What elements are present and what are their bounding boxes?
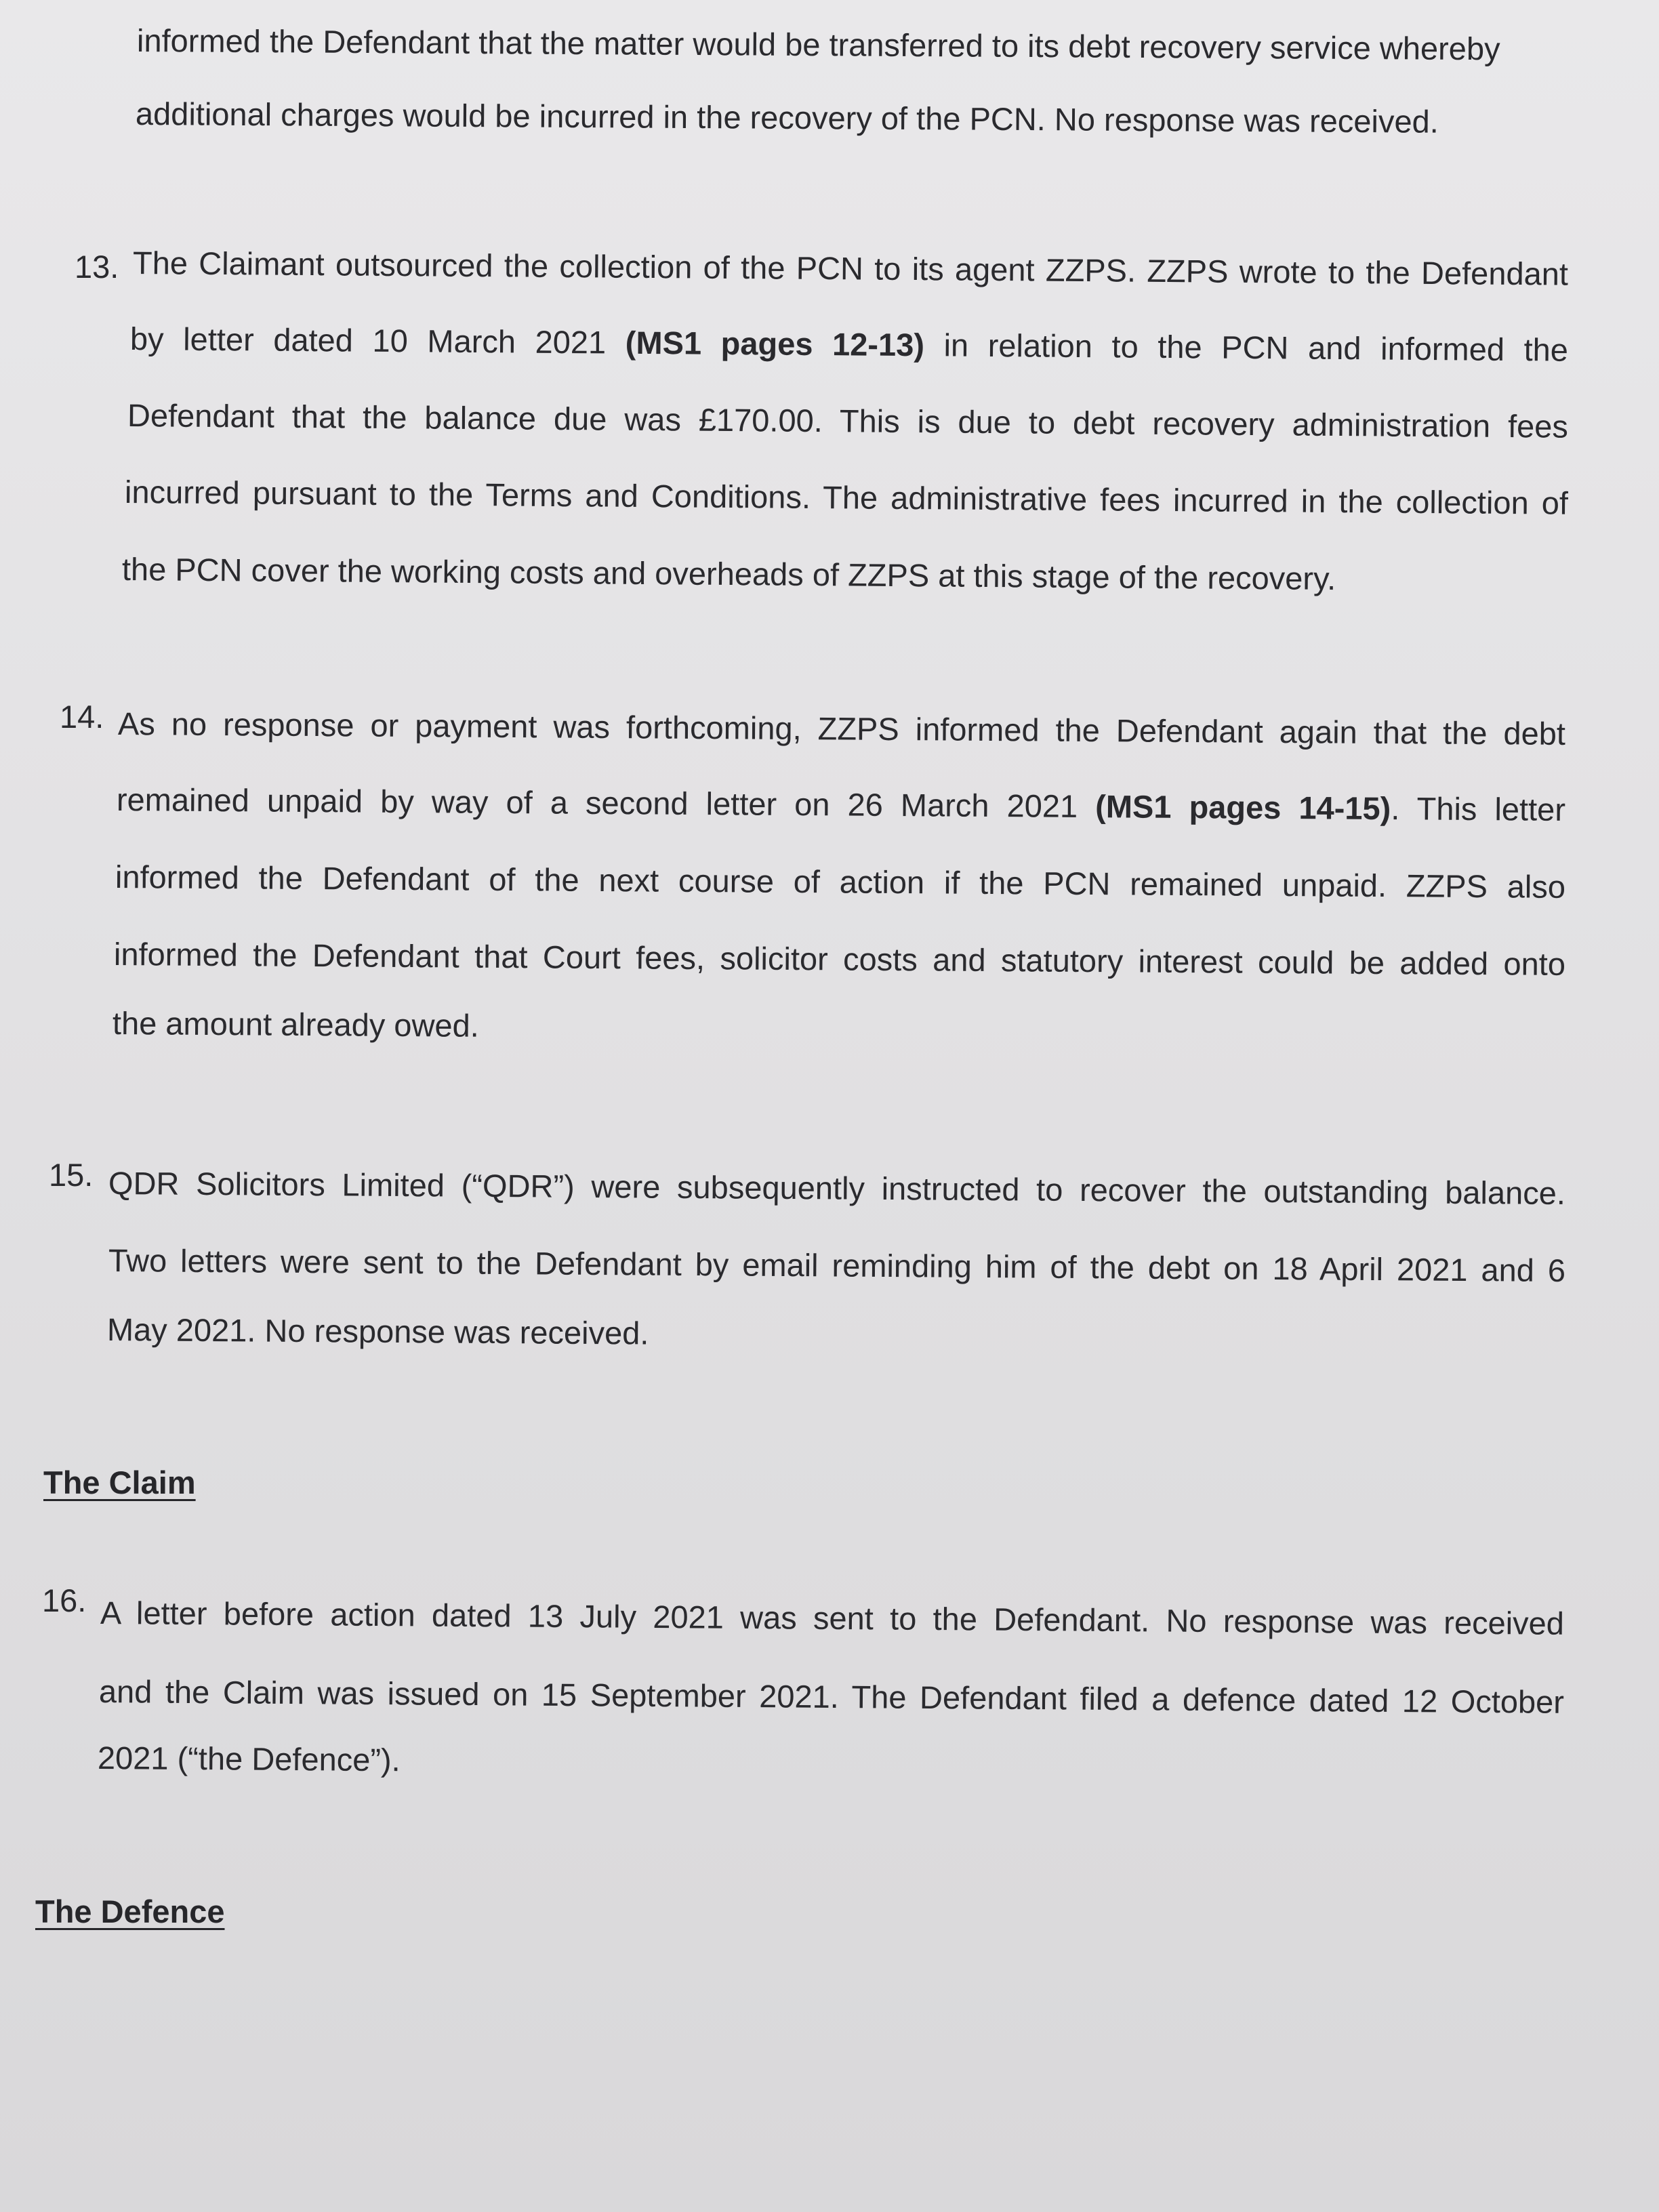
paragraph-number: 16. bbox=[42, 1582, 87, 1618]
text-line: As no response or payment was forthcoming, ZZPS informed the Defendant again that the debt bbox=[117, 705, 1566, 752]
section-heading-defence: The Defence bbox=[35, 1893, 225, 1929]
text-line: Defendant that the balance due was £170.00. This is due to debt recovery administration fees bbox=[127, 397, 1569, 445]
text-line: the PCN cover the working costs and overheads of ZZPS at this stage of the recovery. bbox=[121, 551, 1336, 597]
text-line: informed the Defendant that the matter would be transferred to its debt recovery service whereby bbox=[136, 22, 1500, 67]
text-line: May 2021. No response was received. bbox=[106, 1311, 649, 1351]
text-line: informed the Defendant that Court fees, solicitor costs and statutory interest could be added onto bbox=[113, 936, 1566, 982]
text-line: informed the Defendant of the next course of action if the PCN remained unpaid. ZZPS also bbox=[115, 859, 1566, 905]
text-line: remained unpaid by way of a second letter on 26 March 2021 (MS1 pages 14-15). This letter bbox=[116, 781, 1566, 827]
text-line: by letter dated 10 March 2021 (MS1 pages 12-13) in relation to the PCN and informed the bbox=[129, 321, 1569, 368]
text-line: A letter before action dated 13 July 2021 was sent to the Defendant. No response was received bbox=[100, 1595, 1565, 1641]
text-line: the amount already owed. bbox=[112, 1005, 480, 1044]
text-line: Two letters were sent to the Defendant by email reminding him of the debt on 18 April 2021 and 6 bbox=[108, 1242, 1566, 1289]
exhibit-reference: (MS1 pages 12-13) bbox=[625, 324, 925, 363]
exhibit-reference: (MS1 pages 14-15) bbox=[1095, 788, 1391, 827]
paragraph-number: 14. bbox=[60, 699, 104, 735]
text-line: QDR Solicitors Limited (“QDR”) were subsequently instructed to recover the outstanding balance. bbox=[108, 1165, 1566, 1212]
section-heading-claim: The Claim bbox=[43, 1465, 196, 1500]
text-line: incurred pursuant to the Terms and Conditions. The administrative fees incurred in the collection of bbox=[124, 474, 1569, 521]
text-line: 2021 (“the Defence”). bbox=[97, 1740, 401, 1778]
text-line: and the Claim was issued on 15 September 2021. The Defendant filed a defence dated 12 October bbox=[98, 1673, 1565, 1720]
paragraph-number: 13. bbox=[75, 249, 119, 285]
text-line: additional charges would be incurred in the recovery of the PCN. No response was received. bbox=[135, 96, 1439, 140]
text-line: The Claimant outsourced the collection of the PCN to its agent ZZPS. ZZPS wrote to the Defendant bbox=[132, 245, 1569, 292]
paragraph-number: 15. bbox=[49, 1157, 94, 1193]
